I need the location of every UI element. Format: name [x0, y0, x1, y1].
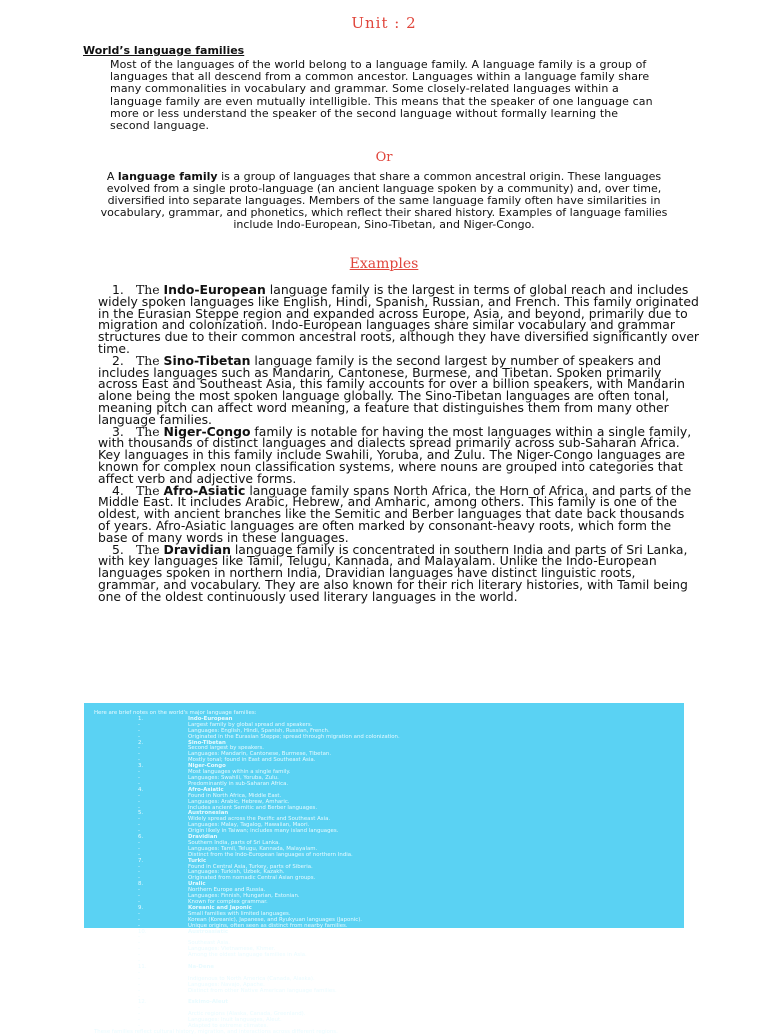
notes-row-heading: Uralic — [188, 881, 206, 888]
example-family-name: Niger-Congo — [163, 423, 251, 439]
notes-row-number: - — [138, 798, 140, 805]
notes-row-number: - — [138, 757, 140, 764]
example-item-1 — [98, 284, 700, 355]
example-number: 3. — [112, 423, 124, 439]
notes-row-heading: Niger-Congo — [188, 763, 226, 770]
notes-row-text: Arctic regions (Alaska, Canada, Greenland). — [188, 1011, 306, 1018]
examples-title: Examples — [349, 256, 419, 272]
notes-row-number: 8. — [138, 881, 144, 888]
notes-row-text: Known for complex grammar. — [188, 899, 268, 905]
notes-row-text: Found in North Africa, Middle East. — [188, 792, 282, 799]
notes-row-number: - — [138, 893, 140, 900]
example-item-5 — [98, 541, 700, 604]
notes-row-number: - — [138, 745, 140, 752]
notes-row-text: Languages: Tamil, Telugu, Kannada, Malayalam. — [188, 845, 318, 852]
notes-row-number: - — [138, 969, 140, 976]
definition-term: language family — [117, 170, 218, 183]
notes-row-heading: Eskimo-Aleut — [188, 999, 228, 1006]
example-article: The — [136, 282, 164, 297]
notes-row-text: Southeast Asia. — [188, 940, 230, 947]
example-family-name: Indo-European — [163, 282, 266, 297]
notes-row-number: 11. — [138, 963, 147, 970]
notes-row-number: - — [138, 804, 140, 811]
notes-row-text: Unique origins, often seen as distinct from nearby families. — [188, 922, 348, 929]
notes-row-number: - — [138, 1023, 140, 1030]
notes-row-number: - — [138, 751, 140, 758]
notes-row-number: - — [138, 981, 140, 988]
notes-row-number: 10. — [138, 928, 147, 935]
notes-row-text: Originated in the Eurasian Steppe; spread through migration and colonization. — [188, 733, 400, 740]
notes-row-number: 6. — [138, 834, 144, 841]
notes-row-number: - — [138, 940, 140, 947]
notes-row-heading: Turkic — [188, 857, 207, 864]
example-number: 2. — [112, 352, 124, 368]
notes-row-text: Predominantly in sub-Saharan Africa. — [188, 780, 289, 787]
notes-row-heading: Austronesian — [188, 810, 229, 817]
notes-row-heading: Dravidian — [188, 834, 218, 841]
notes-row-number: - — [138, 727, 140, 734]
example-article: The — [136, 352, 164, 368]
notes-box — [84, 703, 684, 1035]
notes-row-heading: Afro-Asiatic — [188, 786, 224, 793]
notes-row-number: - — [138, 774, 140, 781]
notes-list — [94, 717, 674, 1030]
notes-row-number: - — [138, 916, 140, 923]
notes-row-number: - — [138, 822, 140, 829]
example-item-3 — [98, 423, 700, 486]
notes-row-heading: Koreanic and Japonic — [188, 904, 252, 911]
example-number: 1. — [112, 282, 124, 297]
notes-row-number: - — [138, 958, 140, 965]
example-number: 5. — [112, 541, 124, 557]
notes-row-number: - — [138, 721, 140, 728]
notes-row-text: Northern Europe and Russia. — [188, 887, 266, 894]
example-article: The — [136, 482, 164, 498]
notes-row-heading: Indo-European — [188, 715, 233, 722]
example-item-2 — [98, 352, 700, 427]
notes-row-number: - — [138, 987, 140, 994]
notes-row-number: 1. — [138, 715, 144, 722]
notes-row-number: 2. — [138, 739, 144, 746]
notes-intro: Here are brief notes on the world's major language families: — [94, 710, 257, 716]
notes-row-text: Mostly tonal; found in East and Southeast Asia. — [188, 757, 316, 764]
example-text: language family is the second largest by number of speakers and includes languages such as Mandarin, Cantonese, Burmese, and Tibetan. Spoken primarily across East and Southeast Asia, this family accounts for over a billion speakers, with Mandarin alone being the most spoken language globally. The Sino-Tibetan languages are often tonal, meaning pitch can affect word meaning, a feature that distinguishes them from many other language families. — [98, 352, 686, 427]
notes-row-heading: Na-Dene — [188, 963, 215, 970]
examples-list — [98, 284, 700, 603]
notes-row-text: Languages: Inuit languages, Aleut. — [188, 1017, 282, 1024]
example-text: language family is concentrated in southern India and parts of Sri Lanka, with key languages like Tamil, Telugu, Kannada, and Malayalam. Unlike the Indo-European languages spoken in northern India, Dravidian languages have distinct linguistic roots, grammar, and vocabulary. They are also known for their rich literary histories, with Tamil being one of the oldest continuously used literary languages in the world. — [98, 541, 688, 604]
notes-row-text: Languages: Swahili, Yoruba, Zulu. — [188, 774, 279, 781]
intro-paragraph: Most of the languages of the world belong to a language family. A language family is a group of languages that all descend from a common ancestor. Languages within a language family share many commonalities in vocabulary and grammar. Some closely-related languages within a language family are even mutually intelligible. This means that the speaker of one language can more or less understand the speaker of the second language without formally learning the second language. — [110, 58, 653, 133]
notes-row-number: - — [138, 922, 140, 929]
notes-row-text: Widely spread across the Pacific and Southeast Asia. — [188, 816, 331, 823]
example-article: The — [136, 541, 164, 557]
notes-row-number: - — [138, 910, 140, 917]
notes-row-number: - — [138, 851, 140, 858]
notes-row-number: - — [138, 828, 140, 835]
definition-prefix: A — [106, 170, 118, 183]
example-item-4 — [98, 482, 700, 545]
notes-row-text: Second largest by speakers. — [188, 745, 265, 752]
notes-row-text: Indigenous to North America (Canada, Alaska). — [188, 975, 315, 982]
definition-text: is a group of languages that share a common ancestral origin. These languages evolved from a single proto-language (an ancient language spoken by a community) and, over time, diversified into separate languages. Members of the same language family often have similarities in vocabulary, grammar, and phonetics, which reflect their shared history. Examples of language families include Indo-European, Sino-Tibetan, and Niger-Congo. — [100, 170, 668, 231]
notes-row-number: 7. — [138, 857, 144, 864]
notes-row-number: 12. — [138, 999, 147, 1006]
notes-row-number: - — [138, 875, 140, 882]
notes-row-number: - — [138, 839, 140, 846]
notes-row-text: Originated from nomadic Central Asian groups. — [188, 875, 316, 882]
example-family-name: Sino-Tibetan — [163, 352, 251, 368]
notes-row-number: 3. — [138, 763, 144, 770]
notes-row-number: - — [138, 1005, 140, 1012]
example-number: 4. — [112, 482, 124, 498]
notes-row-number: - — [138, 1011, 140, 1018]
notes-row-number: - — [138, 975, 140, 982]
notes-row-text: Southern India, parts of Sri Lanka. — [188, 839, 280, 846]
section-heading: World’s language families — [83, 44, 245, 57]
notes-row-heading: Sino-Tibetan — [188, 739, 226, 746]
notes-row-number: - — [138, 946, 140, 953]
notes-row-text: Languages: Turkish, Uzbek, Kazakh. — [188, 869, 285, 876]
notes-row-number: - — [138, 952, 140, 959]
notes-row-number: - — [138, 887, 140, 894]
notes-row-number: - — [138, 845, 140, 852]
notes-row-number: 9. — [138, 904, 144, 911]
notes-row-text: Languages: Arabic, Hebrew, Amharic. — [188, 798, 290, 805]
notes-row-text: Languages: Finnish, Hungarian, Estonian. — [188, 893, 300, 900]
notes-row-number: - — [138, 792, 140, 799]
notes-row-text: Small families with limited languages. — [188, 910, 291, 917]
notes-row-text: Most languages within a single family. — [188, 769, 291, 776]
unit-title: Unit : 2 — [351, 14, 417, 32]
notes-row-text: Languages: English, Hindi, Spanish, Russian, French. — [188, 727, 330, 734]
notes-row-number: - — [138, 869, 140, 876]
example-article: The — [136, 423, 164, 439]
example-text: language family spans North Africa, the Horn of Africa, and parts of the Middle East. It includes Arabic, Hebrew, and Amharic, among others. This family is one of the oldest, with ancient branches like the Semitic and Berber languages that date back thousands of years. Afro-Asiatic languages are often marked by consonant-heavy roots, which form the base of many words in these languages. — [98, 482, 692, 545]
notes-row-number: 4. — [138, 786, 144, 793]
example-family-name: Dravidian — [163, 541, 231, 557]
notes-row-number: - — [138, 993, 140, 1000]
notes-row-text: Origin likely in Taiwan; includes many island languages. — [188, 828, 339, 835]
notes-row-text: Among the oldest language families in Asia. — [188, 952, 307, 959]
notes-row-text: Includes ancient Semitic and Berber languages. — [188, 804, 318, 811]
notes-row-text: Found in Central Asia, Turkey, parts of Siberia. — [188, 863, 313, 870]
notes-row-number: - — [138, 934, 140, 941]
notes-row-text: Distinct from the Indo-European languages of northern India. — [188, 851, 353, 858]
notes-row-number: - — [138, 733, 140, 740]
notes-row-text: Languages: Mandarin, Cantonese, Burmese, Tibetan. — [188, 751, 332, 758]
notes-row-text: Largest family by global spread and speakers. — [188, 721, 313, 728]
notes-row-text: Languages: Navajo, Apache. — [188, 981, 265, 988]
notes-row-number: - — [138, 863, 140, 870]
notes-row-number: - — [138, 816, 140, 823]
example-text: family is notable for having the most languages within a single family, with thousands of distinct languages and dialects spread primarily across sub-Saharan Africa. Key languages in this family include Swahili, Yoruba, and Zulu. The Niger-Congo languages are known for complex noun classification systems, where nouns are grouped into categories that affect verb and adjective forms. — [98, 423, 692, 486]
example-family-name: Afro-Asiatic — [163, 482, 246, 498]
notes-row-text: Languages: Malay, Tagalog, Hawaiian, Maori. — [188, 822, 310, 829]
notes-row-text: Korean (Koreanic), Japanese, and Ryukyuan languages (Japonic). — [188, 916, 363, 923]
notes-closing: These families reflect cultural history, migration, and interactions across different regions. — [94, 1028, 338, 1035]
notes-row-number: - — [138, 780, 140, 787]
notes-row-text: Languages: Vietnamese, Khmer. — [188, 946, 276, 953]
or-divider: Or — [375, 150, 393, 165]
notes-row-number: - — [138, 769, 140, 776]
notes-row-number: 5. — [138, 810, 144, 817]
notes-row-heading: Austroasiatic — [188, 928, 229, 935]
notes-row-number: - — [138, 1017, 140, 1024]
notes-row-number: - — [138, 899, 140, 905]
notes-row-text: Adapted to extreme climates. — [188, 1023, 269, 1030]
definition-paragraph — [84, 171, 684, 231]
notes-row-text: Distinct from other Native American language families. — [188, 987, 337, 994]
example-text: language family is the largest in terms of global reach and includes widely spoken languages like English, Hindi, Spanish, Russian, and French. This family originated in the Eurasian Steppe region and expanded across Europe, Asia, and beyond, primarily due to migration and colonization. Indo-European languages share similar vocabulary and grammar structures due to their common ancestral roots, although they have diversified significantly over time. — [98, 282, 700, 356]
